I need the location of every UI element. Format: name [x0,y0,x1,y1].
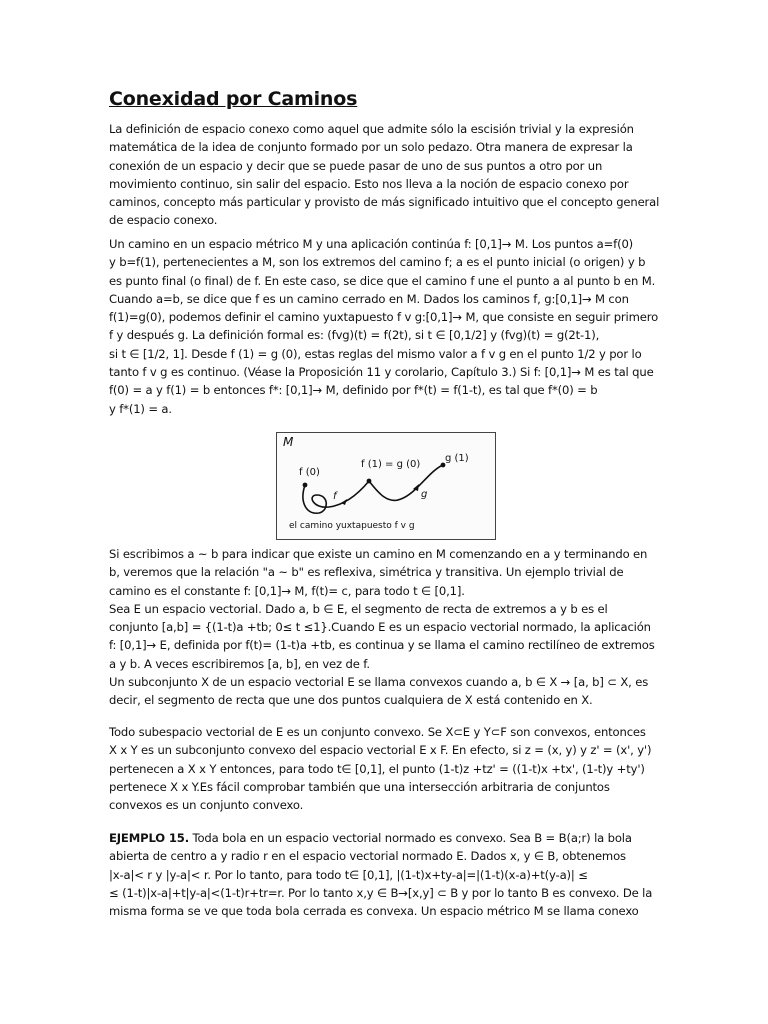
label-g: g [421,489,428,500]
text-line: conjunto [a,b] = {(1-t)a +tb; 0≤ t ≤1}.Cuando E es un espacio vectorial normado, la aplicación [109,620,651,635]
text-line: Cuando a=b, se dice que f es un camino cerrado en M. Dados los caminos f, g:[0,1]→ M con [109,291,629,306]
text-line: Todo subespacio vectorial de E es un conjunto convexo. Se X⊂E y Y⊂F son convexos, entonces [109,725,646,739]
page-title: Conexidad por Caminos [109,88,358,110]
text-line: caminos, concepto más particular y provisto de más significado intuitivo que el concepto general [109,195,660,210]
text-line: decir, el segmento de recta que une dos puntos cualquiera de X está contenido en X. [109,693,593,708]
text-line: b, veremos que la relación "a ~ b" es reflexiva, simétrica y transitiva. Un ejemplo trivial de [109,565,624,580]
space-label: M [283,435,294,449]
text-line: y b=f(1), pertenecientes a M, son los extremos del camino f; a es el punto inicial (o origen) y b [109,255,646,270]
text-line: Un camino en un espacio métrico M y una aplicación continúa f: [0,1]→ M. Los puntos a=f(0) [109,237,634,251]
text-line: Si escribimos a ~ b para indicar que existe un camino en M comenzando en a y terminando en [109,547,648,561]
paragraph-path-definition [109,235,659,418]
paragraph-example-15 [109,829,659,920]
text-line: movimiento continuo, sin salir del espacio. Esto nos lleva a la noción de espacio conexo por [109,176,629,191]
text-line: f: [0,1]→ E, definida por f(t)= (1-t)a +tb, es continua y se llama el camino rectilíneo de extremos [109,638,655,653]
text-line: si t ∈ [1/2, 1]. Desde f (1) = g (0), estas reglas del mismo valor a f v g en el punto 1/2 y por lo [109,346,642,361]
example-heading: EJEMPLO 15. [109,831,189,845]
label-f: f [333,491,337,502]
junction-point [367,479,372,484]
text-line: |x-a|< r y |y-a|< r. Por lo tanto, para todo t∈ [0,1], |(1-t)x+ty-a|=|(1-t)(x-a)+t(y-a)| ≤ [109,867,588,882]
label-f1-g0: f (1) = g (0) [361,459,421,470]
paragraph-subspace [109,723,659,814]
text-line: f y después g. La definición formal es: (fvg)(t) = f(2t), si t ∈ [0,1/2] y (fvg)(t) = g(2t-1), [109,328,600,343]
text-line: abierta de centro a y radio r en el espacio vectorial normado E. Dados x, y ∈ B, obtenemos [109,849,626,864]
text-line: pertenece X x Y.Es fácil comprobar también que una intersección arbitraria de conjuntos [109,779,610,794]
text-line-rest: Toda bola en un espacio vectorial normado es convexo. Sea B = B(a;r) la bola [188,831,632,845]
start-point [303,483,308,488]
text-line: Sea E un espacio vectorial. Dado a, b ∈ E, el segmento de recta de extremos a y b es el [109,601,608,616]
paragraph-relation-convex [109,545,659,710]
text-line: ≤ (1-t)|x-a|+t|y-a|<(1-t)r+tr=r. Por lo tanto x,y ∈ B→[x,y] ⊂ B y por lo tanto B es convexo. De la [109,885,653,900]
path-g-curve [369,465,443,500]
label-f0: f (0) [299,467,320,478]
text-line: La definición de espacio conexo como aquel que admite sólo la escisión trivial y la expresión [109,122,634,136]
paragraph-intro [109,120,659,230]
label-g1: g (1) [445,453,469,464]
text-line [109,829,659,847]
text-line: conexión de un espacio y decir que se puede pasar de uno de sus puntos a otro por un [109,158,603,173]
text-line: pertenecen a X x Y entonces, para todo t∈ [0,1], el punto (1-t)z +tz' = ((1-t)x +tx', (1-t)y +ty') [109,761,645,776]
text-line: f(0) = a y f(1) = b entonces f*: [0,1]→ M, definido por f*(t) = f(1-t), es tal que f*(0) = b [109,383,598,398]
text-line: misma forma se ve que toda bola cerrada es convexa. Un espacio métrico M se llama conexo [109,904,639,919]
text-line: X x Y es un subconjunto convexo del espacio vectorial E x F. En efecto, si z = (x, y) y z' = (x', y') [109,743,652,758]
text-line: es punto final (o final) de f. En este caso, se dice que el camino f une el punto a al punto b en M. [109,273,656,288]
text-line: y f*(1) = a. [109,401,172,416]
text-line: matemática de la idea de conjunto formado por un solo pedazo. Otra manera de expresar la [109,140,633,155]
text-line: camino es el constante f: [0,1]→ M, f(t)= c, para todo t ∈ [0,1]. [109,583,465,598]
text-line: a y b. A veces escribiremos [a, b], en vez de f. [109,656,370,671]
text-line: convexos es un conjunto convexo. [109,798,304,813]
juxtaposed-path-figure [276,432,496,540]
text-line: de espacio conexo. [109,213,218,228]
text-line: f(1)=g(0), podemos definir el camino yuxtapuesto f v g:[0,1]→ M, que consiste en seguir primero [109,310,659,325]
figure-caption: el camino yuxtapuesto f v g [289,521,415,531]
text-line: Un subconjunto X de un espacio vectorial E se llama convexos cuando a, b ∈ X → [a, b] ⊂ X, es [109,675,649,690]
text-line: tanto f v g es continuo. (Véase la Proposición 11 y corolario, Capítulo 3.) Si f: [0,1]→ M es tal que [109,365,654,380]
